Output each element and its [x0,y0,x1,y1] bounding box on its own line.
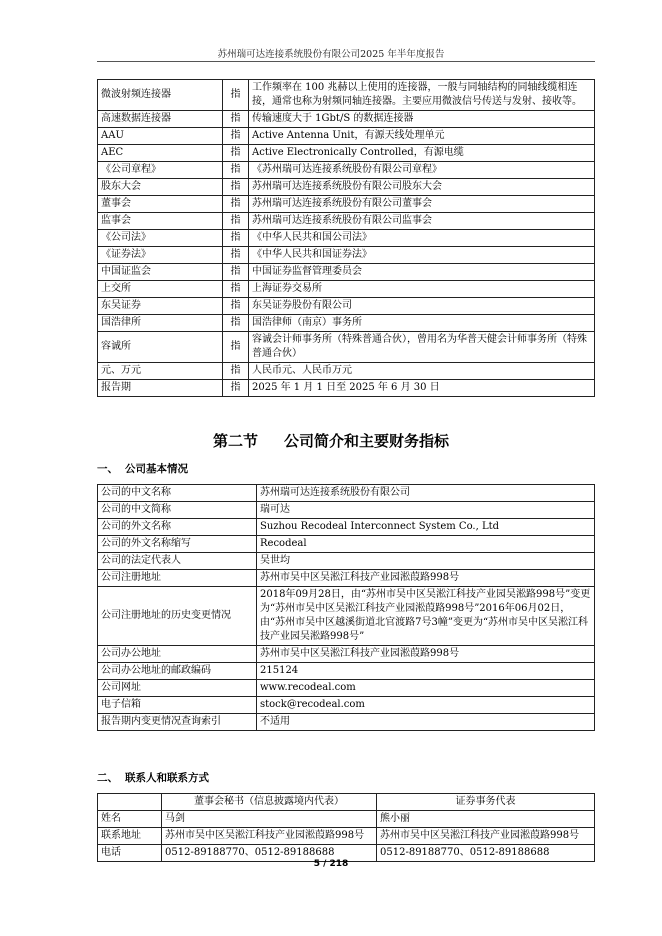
term-cell: 东吴证券 [98,298,223,315]
table-row [98,680,595,697]
desc-cell: 2025 年 1 月 1 日至 2025 年 6 月 30 日 [249,380,595,397]
label-cell: 公司的外文名称缩写 [98,536,257,553]
table-row [98,298,595,315]
desc-cell: 国浩律师（南京）事务所 [249,315,595,332]
table-row [98,697,595,714]
term-cell: 国浩律所 [98,315,223,332]
page-number: 5 / 218 [313,859,349,869]
term-cell: 《公司法》 [98,230,223,247]
desc-cell: 容诚会计师事务所（特殊普通合伙），曾用名为华普天健会计师事务所（特殊普通合伙） [249,332,595,363]
basic-info-table [97,484,595,731]
header-cell [98,794,162,811]
term-cell: 《公司章程》 [98,162,223,179]
table-row [98,332,595,363]
sep-cell: 指 [223,80,249,111]
sep-cell: 指 [223,315,249,332]
term-cell: 微波射频连接器 [98,80,223,111]
desc-cell: 中国证券监督管理委员会 [249,264,595,281]
value-cell: Recodeal [257,536,595,553]
label-cell: 公司办公地址的邮政编码 [98,663,257,680]
label-cell: 公司注册地址的历史变更情况 [98,587,257,646]
desc-cell: 工作频率在 100 兆赫以上使用的连接器，一般与同轴结构的同轴线缆相连接，通常也称为射频同轴连接器。主要应用微波信号传送与发射、接收等。 [249,80,595,111]
table-row [98,811,595,828]
table-row [98,145,595,162]
sep-cell: 指 [223,128,249,145]
sep-cell: 指 [223,196,249,213]
term-cell: 高速数据连接器 [98,111,223,128]
desc-cell: 苏州瑞可达连接系统股份有限公司股东大会 [249,179,595,196]
table-row [98,587,595,646]
secretary-cell: 0512-89188770、0512-89188688 [162,845,377,862]
desc-cell: 东吴证券股份有限公司 [249,298,595,315]
label-cell: 公司的法定代表人 [98,553,257,570]
representative-cell: 0512-89188770、0512-89188688 [377,845,595,862]
desc-cell: Active Electronically Controlled，有源电缆 [249,145,595,162]
value-cell: stock@recodeal.com [257,697,595,714]
value-cell: 苏州市吴中区吴淞江科技产业园淞葭路998号 [257,646,595,663]
table-row [98,128,595,145]
table-row [98,485,595,502]
value-cell: www.recodeal.com [257,680,595,697]
sep-cell: 指 [223,230,249,247]
value-cell: 不适用 [257,714,595,731]
table-row [98,162,595,179]
table-row [98,519,595,536]
table-header-row [98,794,595,811]
label-cell: 公司的中文简称 [98,502,257,519]
term-cell: 容诚所 [98,332,223,363]
value-cell: Suzhou Recodeal Interconnect System Co., Ltd [257,519,595,536]
value-cell: 瑞可达 [257,502,595,519]
table-row [98,646,595,663]
basic-info-heading [97,461,188,476]
table-row [98,111,595,128]
value-cell: 苏州瑞可达连接系统股份有限公司 [257,485,595,502]
contact-heading [97,770,209,785]
term-cell: AAU [98,128,223,145]
table-row [98,247,595,264]
desc-cell: 上海证券交易所 [249,281,595,298]
term-cell: 董事会 [98,196,223,213]
sep-cell: 指 [223,363,249,380]
term-cell: 报告期 [98,380,223,397]
table-row [98,179,595,196]
label-cell: 公司网址 [98,680,257,697]
desc-cell: 传输速度大于 1Gbt/S 的数据连接器 [249,111,595,128]
sep-cell: 指 [223,247,249,264]
table-row [98,663,595,680]
desc-cell: 苏州瑞可达连接系统股份有限公司监事会 [249,213,595,230]
desc-cell: 苏州瑞可达连接系统股份有限公司董事会 [249,196,595,213]
heading-text: 联系人和联系方式 [125,772,209,784]
term-cell: 股东大会 [98,179,223,196]
label-cell: 公司的外文名称 [98,519,257,536]
desc-cell: 《苏州瑞可达连接系统股份有限公司章程》 [249,162,595,179]
sep-cell: 指 [223,281,249,298]
sep-cell: 指 [223,264,249,281]
sep-cell: 指 [223,179,249,196]
sep-cell: 指 [223,332,249,363]
sep-cell: 指 [223,380,249,397]
desc-cell: 《中华人民共和国公司法》 [249,230,595,247]
term-cell: 中国证监会 [98,264,223,281]
value-cell: 苏州市吴中区吴淞江科技产业园淞葭路998号 [257,570,595,587]
header-cell: 董事会秘书（信息披露境内代表） [162,794,377,811]
term-cell: 《证券法》 [98,247,223,264]
value-cell: 215124 [257,663,595,680]
table-row [98,213,595,230]
section-heading: 公司简介和主要财务指标 [284,432,450,450]
table-row [98,570,595,587]
term-cell: 监事会 [98,213,223,230]
table-row [98,230,595,247]
table-row [98,553,595,570]
desc-cell: 人民币元、人民币万元 [249,363,595,380]
label-cell: 公司办公地址 [98,646,257,663]
table-row [98,363,595,380]
label-cell: 报告期内变更情况查询索引 [98,714,257,731]
table-row [98,380,595,397]
page-header-title: 苏州瑞可达连接系统股份有限公司2025 年半年度报告 [217,49,445,60]
value-cell: 吴世均 [257,553,595,570]
label-cell: 电话 [98,845,162,862]
label-cell: 联系地址 [98,828,162,845]
section-title [0,430,662,451]
sep-cell: 指 [223,145,249,162]
label-cell: 电子信箱 [98,697,257,714]
sep-cell: 指 [223,162,249,179]
value-cell: 2018年09月28日，由“苏州市吴中区吴淞江科技产业园吴淞路998号”变更为“苏州市吴中区吴淞江科技产业园淞葭路998号”2016年06月02日，由“苏州市吴中区越溪街道北官渡路7号3幢”变更为“苏州市吴中区吴淞江科技产业园吴淞路998号” [257,587,595,646]
header-rule [97,61,595,62]
label-cell: 公司的中文名称 [98,485,257,502]
contact-table [97,793,595,862]
table-row [98,714,595,731]
table-row [98,264,595,281]
section-number: 第二节 [212,432,258,450]
term-cell: AEC [98,145,223,162]
definitions-table [97,79,595,397]
representative-cell: 苏州市吴中区吴淞江科技产业园淞葭路998号 [377,828,595,845]
table-row [98,281,595,298]
sep-cell: 指 [223,298,249,315]
heading-number: 一、 [97,463,118,475]
label-cell: 姓名 [98,811,162,828]
header-cell: 证券事务代表 [377,794,595,811]
table-row [98,828,595,845]
heading-number: 二、 [97,772,118,784]
table-row [98,502,595,519]
secretary-cell: 苏州市吴中区吴淞江科技产业园淞葭路998号 [162,828,377,845]
term-cell: 元、万元 [98,363,223,380]
table-row [98,196,595,213]
label-cell: 公司注册地址 [98,570,257,587]
sep-cell: 指 [223,111,249,128]
sep-cell: 指 [223,213,249,230]
desc-cell: Active Antenna Unit，有源天线处理单元 [249,128,595,145]
desc-cell: 《中华人民共和国证券法》 [249,247,595,264]
representative-cell: 熊小丽 [377,811,595,828]
heading-text: 公司基本情况 [125,463,188,475]
secretary-cell: 马剑 [162,811,377,828]
term-cell: 上交所 [98,281,223,298]
table-row [98,80,595,111]
table-row [98,315,595,332]
table-row [98,536,595,553]
